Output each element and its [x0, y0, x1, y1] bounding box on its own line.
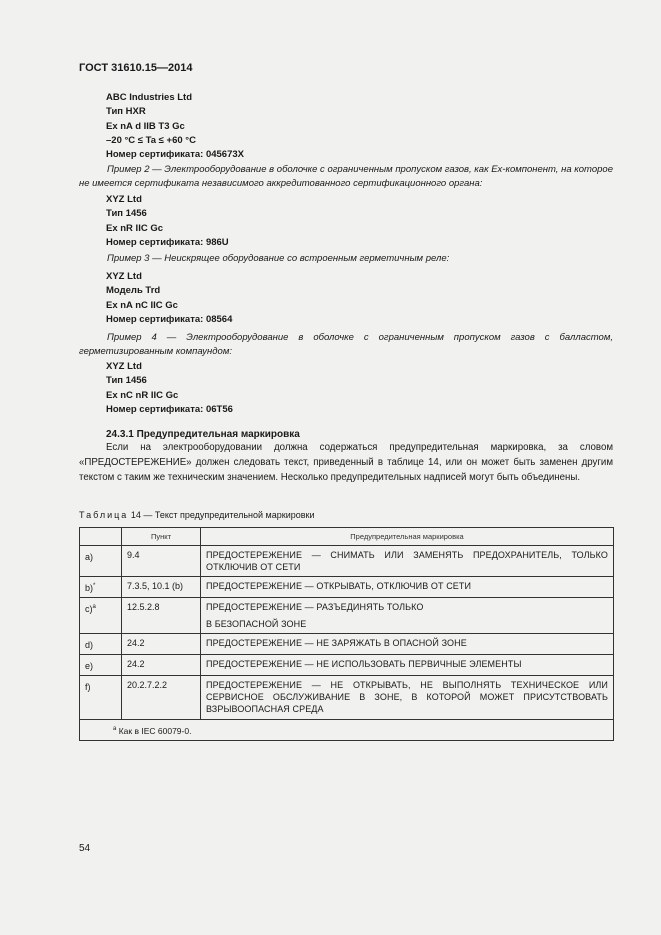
row-clause: 9.4: [122, 546, 201, 577]
table-footnote: $^a$ Как в IEC 60079-0.: [80, 720, 614, 741]
row-marking: ПРЕДОСТЕРЕЖЕНИЕ — НЕ ОТКРЫВАТЬ, НЕ ВЫПОЛНЯТЬ ТЕХНИЧЕСКОЕ ИЛИ СЕРВИСНОЕ ОБСЛУЖИВАНИЕ В ЗОНЕ, В КОТОРОЙ МОЖЕТ ПРИСУТСТВОВАТЬ ВЗРЫВООПАСНАЯ СРЕДА: [201, 676, 614, 720]
marking-line: Тип 1456: [106, 375, 147, 387]
marking-line: Номер сертификата: 08564: [106, 313, 233, 325]
marking-line: Ex nC nR IIC Gc: [106, 389, 179, 401]
table-row: [80, 577, 614, 598]
marking-line: XYZ Ltd: [106, 194, 142, 205]
marking-line: Модель Trd: [106, 285, 161, 297]
marking-line: Ex nR IIC Gc: [106, 222, 164, 234]
marking-example-4: [106, 360, 233, 417]
row-marking: ПРЕДОСТЕРЕЖЕНИЕ — РАЗЪЕДИНЯТЬ ТОЛЬКО В БЕЗОПАСНОЙ ЗОНЕ: [201, 598, 614, 634]
marking-line: ABC Industries Ltd: [106, 92, 193, 103]
table-row: [80, 655, 614, 676]
marking-line: XYZ Ltd: [106, 361, 142, 372]
row-clause: 7.3.5, 10.1 (b): [122, 577, 201, 598]
warning-marking-table: [79, 527, 614, 741]
row-clause: 24.2: [122, 655, 201, 676]
row-marking: ПРЕДОСТЕРЕЖЕНИЕ — ОТКРЫВАТЬ, ОТКЛЮЧИВ ОТ СЕТИ: [201, 577, 614, 598]
row-clause: 24.2: [122, 634, 201, 655]
page-number: 54: [79, 843, 91, 854]
section-title: 24.3.1 Предупредительная маркировка: [106, 429, 300, 440]
marking-line: Ex nA nC IIC Gc: [106, 299, 178, 311]
row-letter: a): [80, 546, 122, 577]
marking-line: Тип 1456: [106, 208, 147, 220]
marking-line: Ex nA d IIB T3 Gc: [106, 120, 185, 132]
row-marking: ПРЕДОСТЕРЕЖЕНИЕ — СНИМАТЬ ИЛИ ЗАМЕНЯТЬ ПРЕДОХРАНИТЕЛЬ, ТОЛЬКО ОТКЛЮЧИВ ОТ СЕТИ: [201, 546, 614, 577]
standard-designation: ГОСТ 31610.15—2014: [79, 62, 193, 74]
table-row: [80, 634, 614, 655]
marking-line: Номер сертификата: 06T56: [106, 403, 233, 415]
row-clause: 12.5.2.8: [122, 598, 201, 634]
table-row: [80, 546, 614, 577]
marking-line: –20 °C ≤ Ta ≤ +60 °C: [106, 134, 196, 146]
row-letter: f): [80, 676, 122, 720]
marking-example-3: [106, 270, 232, 327]
table-header: [80, 528, 122, 546]
marking-line: Тип HXR: [106, 106, 146, 118]
marking-line: Номер сертификата: 045673X: [106, 149, 244, 161]
table-row: [80, 676, 614, 720]
section-paragraph: Если на электрооборудовании должна содержаться предупредительная маркировка, за словом «ПРЕДОСТЕРЕЖЕНИЕ» должен следовать текст, приведенный в таблице 14, или он может быть заменен другим текстом с таким же техническим значением. Несколько предупредительных надписей могут быть объединены.: [79, 442, 613, 483]
table-footnote-row: [80, 720, 614, 741]
marking-line: XYZ Ltd: [106, 271, 142, 282]
table-caption: Таблица 14 — Текст предупредительной маркировки: [79, 510, 315, 520]
row-marking: ПРЕДОСТЕРЕЖЕНИЕ — НЕ ИСПОЛЬЗОВАТЬ ПЕРВИЧНЫЕ ЭЛЕМЕНТЫ: [201, 655, 614, 676]
example-3-caption: Пример 3 — Неискрящее оборудование со встроенным герметичным реле:: [107, 253, 450, 264]
table-row: [80, 598, 614, 634]
table-header: Предупредительная маркировка: [201, 528, 614, 546]
row-marking: ПРЕДОСТЕРЕЖЕНИЕ — НЕ ЗАРЯЖАТЬ В ОПАСНОЙ ЗОНЕ: [201, 634, 614, 655]
marking-example-2: [106, 193, 229, 250]
row-letter: c)$^a$: [80, 598, 122, 634]
table-header: Пункт: [122, 528, 201, 546]
example-4-caption: Пример 4 — Электрооборудование в оболочке с ограниченным пропуском газов с балластом, герметизированным компаундом:: [79, 332, 613, 358]
row-letter: e): [80, 655, 122, 676]
row-letter: b)*: [80, 577, 122, 598]
marking-line: Номер сертификата: 986U: [106, 236, 229, 248]
row-letter: d): [80, 634, 122, 655]
table-header-row: [80, 528, 614, 546]
example-2-caption: Пример 2 — Электрооборудование в оболочке с ограниченным пропуском газов, как Ex-компонент, на которое не имеется сертификата независимого аккредитованного сертификационного органа:: [79, 164, 613, 190]
row-clause: 20.2.7.2.2: [122, 676, 201, 720]
marking-example-1: [106, 91, 244, 162]
